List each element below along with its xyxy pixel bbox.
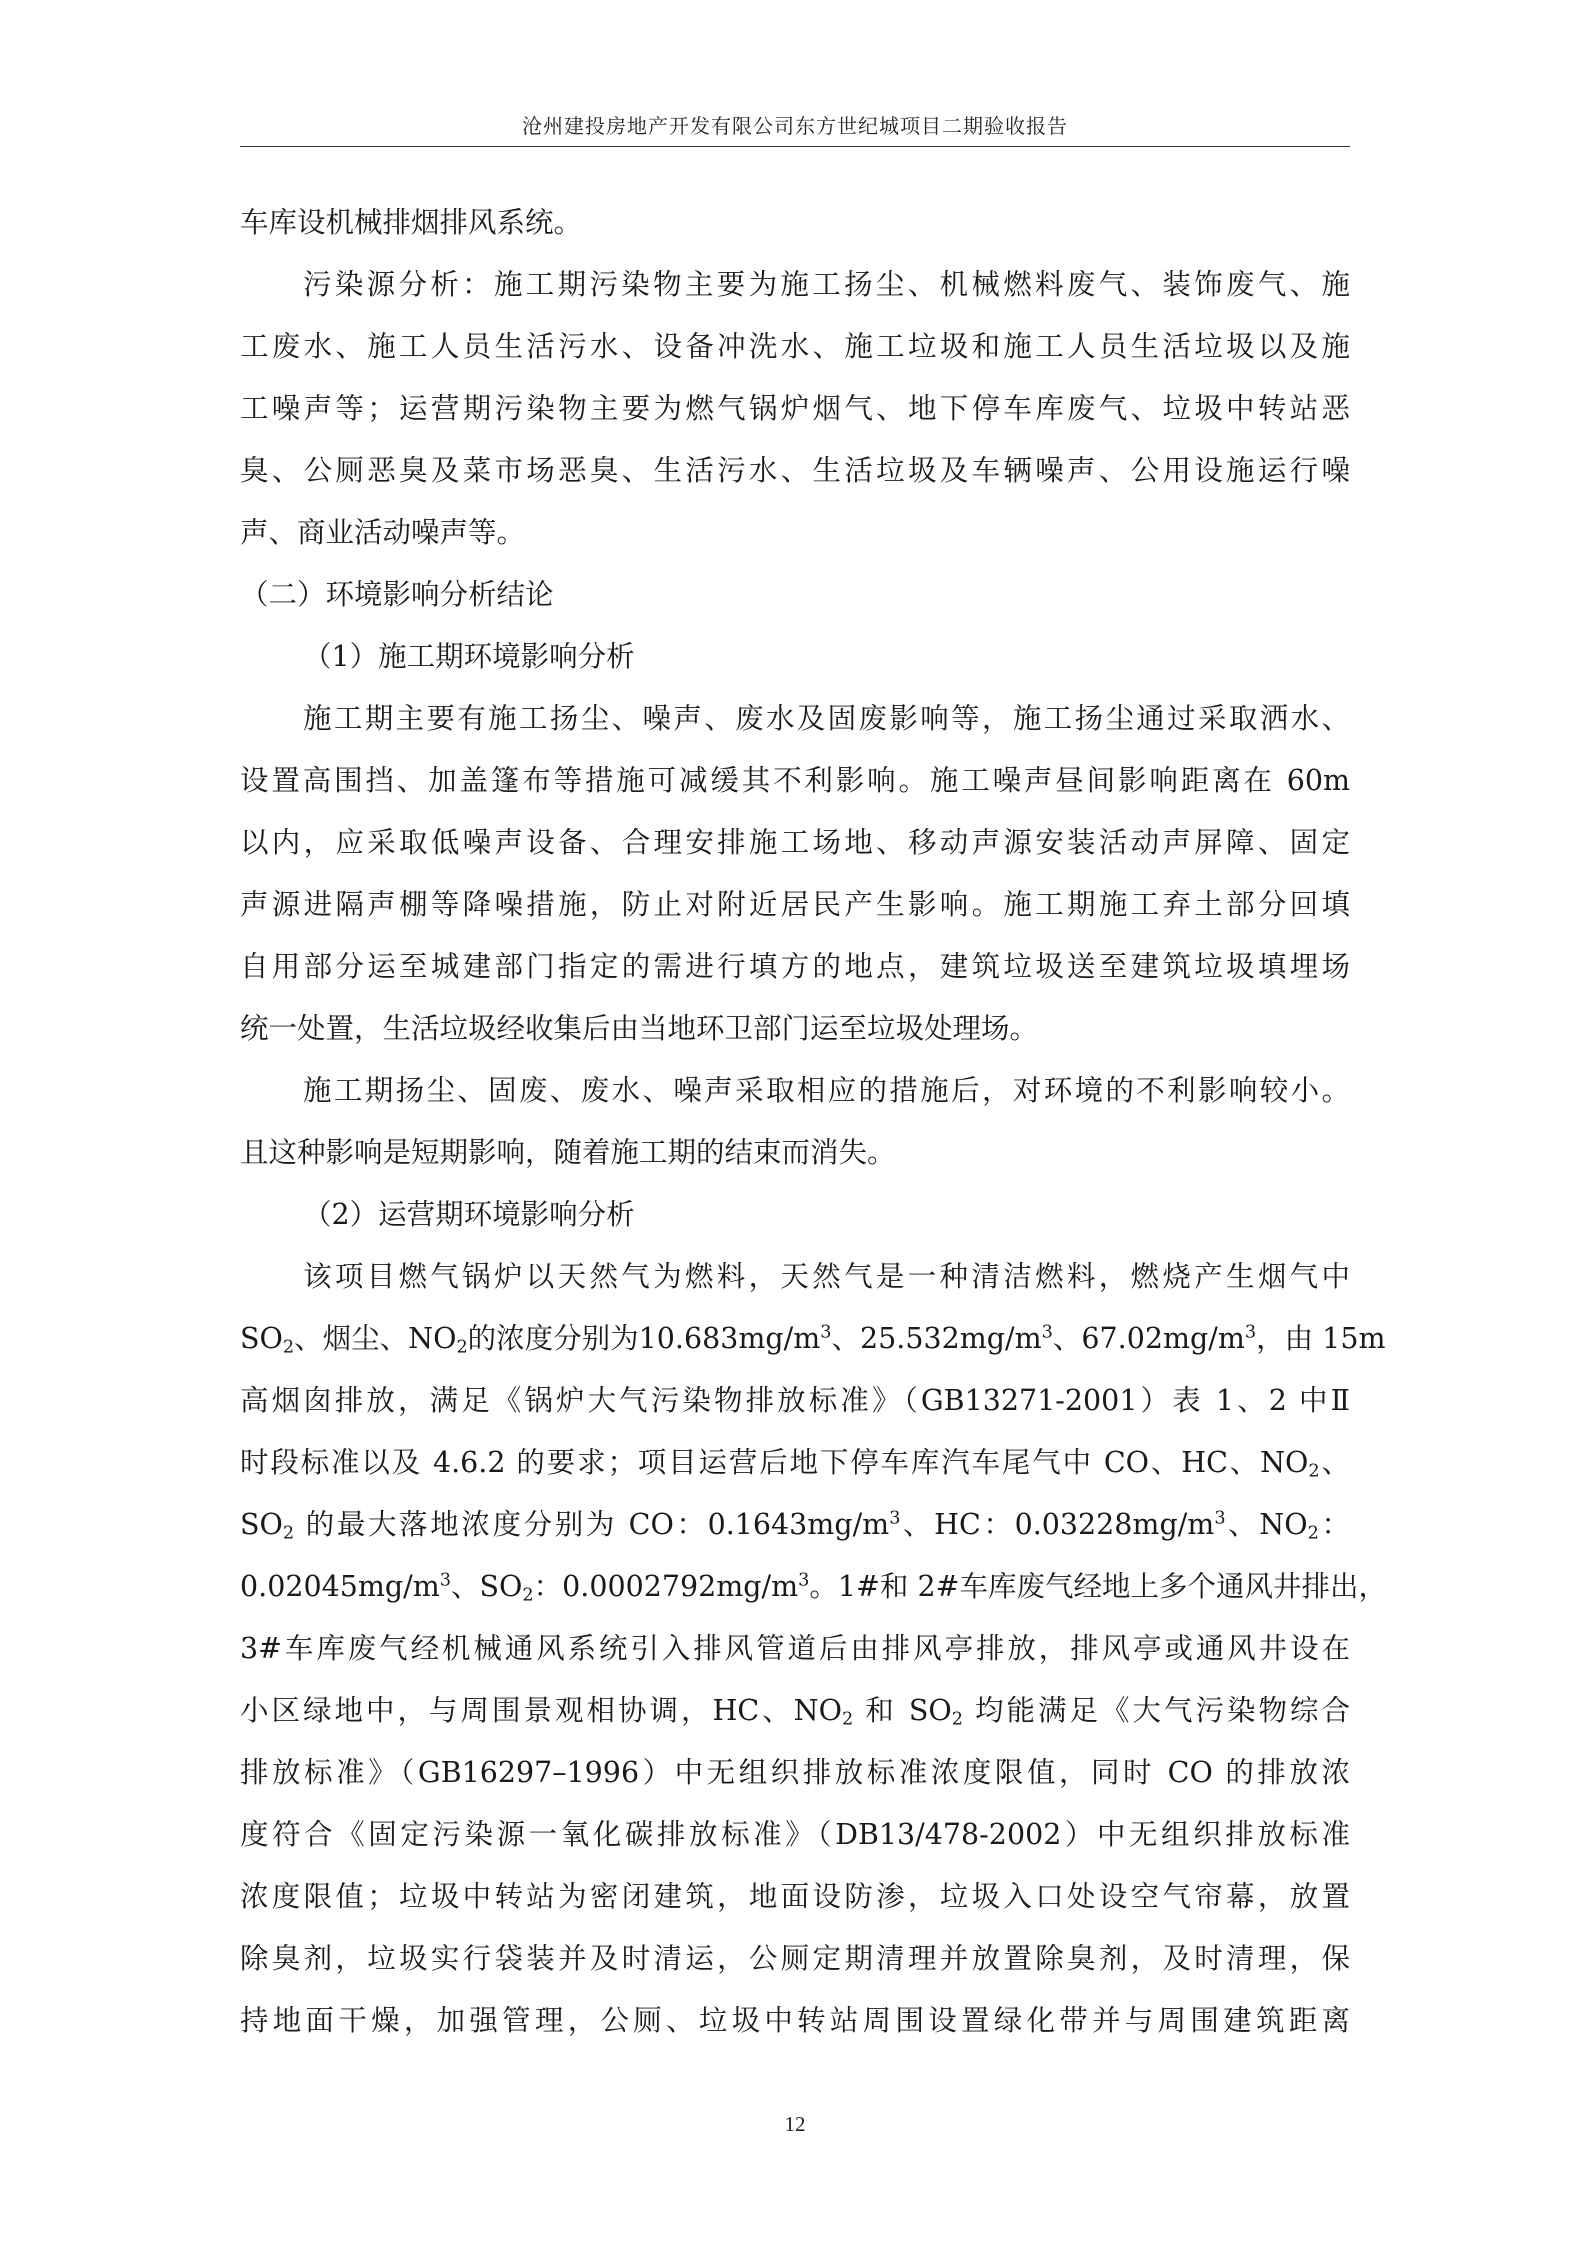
text-line: 小区绿地中，与周围景观相协调，HC、$NO_2$ 和 $SO_2$ 均能满足《大气污染物综合 <box>240 1694 1351 1730</box>
body-text <box>240 192 1387 2052</box>
text-line: $0.02045mg/m^3$、$SO_2$：$0.0002792mg/m^3$。1#和 2#车库废气经地上多个通风井排出， <box>240 1570 1387 1606</box>
text-line: 工废水、施工人员生活污水、设备冲洗水、施工垃圾和施工人员生活垃圾以及施 <box>240 330 1350 363</box>
text-line: 3#车库废气经机械通风系统引入排风管道后由排风亭排放，排风亭或通风井设在 <box>240 1632 1350 1665</box>
section-heading: （二）环境影响分析结论 <box>240 578 554 611</box>
text-line: 除臭剂，垃圾实行袋装并及时清运，公厕定期清理并放置除臭剂，及时清理，保 <box>240 1942 1350 1975</box>
text-line: 统一处置，生活垃圾经收集后由当地环卫部门运至垃圾处理场。 <box>240 1012 1039 1045</box>
text-line: 车库设机械排烟排风系统。 <box>240 206 583 239</box>
text-line: 声、商业活动噪声等。 <box>240 516 526 549</box>
text-line: 自用部分运至城建部门指定的需进行填方的地点，建筑垃圾送至建筑垃圾填埋场 <box>240 950 1350 983</box>
text-line: 持地面干燥，加强管理，公厕、垃圾中转站周围设置绿化带并与周围建筑距离 <box>240 2004 1350 2037</box>
text-line: $SO_2$、烟尘、$NO_2$的浓度分别为$10.683mg/m^3$、$25.532mg/m^3$、$67.02mg/m^3$，由 15m <box>240 1322 1386 1358</box>
paragraph-operation: 该项目燃气锅炉以天然气为燃料，天然气是一种清洁燃料，燃烧产生烟气中 <box>303 1260 1350 1293</box>
text-line: 设置高围挡、加盖篷布等措施可减缓其不利影响。施工噪声昼间影响距离在 60m <box>240 764 1350 797</box>
paragraph-pollution-sources: 污染源分析：施工期污染物主要为施工扬尘、机械燃料废气、装饰废气、施 <box>303 268 1350 301</box>
page-number: 12 <box>784 2112 806 2136</box>
page-header: 沧州建投房地产开发有限公司东方世纪城项目二期验收报告 <box>522 114 1068 138</box>
subsection-heading: （2）运营期环境影响分析 <box>303 1198 635 1231</box>
text-line: 高烟囱排放，满足《锅炉大气污染物排放标准》（GB13271-2001）表 1、2 中Ⅱ <box>240 1384 1350 1417</box>
paragraph-construction-summary: 施工期扬尘、固废、废水、噪声采取相应的措施后，对环境的不利影响较小。 <box>303 1074 1350 1107</box>
text-line: 度符合《固定污染源一氧化碳排放标准》（DB13/478-2002）中无组织排放标准 <box>240 1818 1350 1851</box>
text-line: $SO_2$ 的最大落地浓度分别为 CO：$0.1643mg/m^3$、HC：$0.03228mg/m^3$、$NO_2$： <box>240 1508 1350 1544</box>
paragraph-construction: 施工期主要有施工扬尘、噪声、废水及固废影响等，施工扬尘通过采取洒水、 <box>303 702 1350 735</box>
text-line: 声源进隔声棚等降噪措施，防止对附近居民产生影响。施工期施工弃土部分回填 <box>240 888 1350 921</box>
text-line: 工噪声等；运营期污染物主要为燃气锅炉烟气、地下停车库废气、垃圾中转站恶 <box>240 392 1350 425</box>
text-line: 且这种影响是短期影响，随着施工期的结束而消失。 <box>240 1136 896 1169</box>
text-line: 以内，应采取低噪声设备、合理安排施工场地、移动声源安装活动声屏障、固定 <box>240 826 1350 859</box>
text-line: 排放标准》（GB16297–1996）中无组织排放标准浓度限值，同时 CO 的排放浓 <box>240 1756 1350 1789</box>
text-line: 臭、公厕恶臭及菜市场恶臭、生活污水、生活垃圾及车辆噪声、公用设施运行噪 <box>240 454 1350 487</box>
subsection-heading: （1）施工期环境影响分析 <box>303 640 635 673</box>
text-line: 浓度限值；垃圾中转站为密闭建筑，地面设防渗，垃圾入口处设空气帘幕，放置 <box>240 1880 1350 1913</box>
text-line: 时段标准以及 4.6.2 的要求；项目运营后地下停车库汽车尾气中 CO、HC、$NO_2$、 <box>240 1446 1350 1482</box>
header-divider <box>240 146 1350 147</box>
